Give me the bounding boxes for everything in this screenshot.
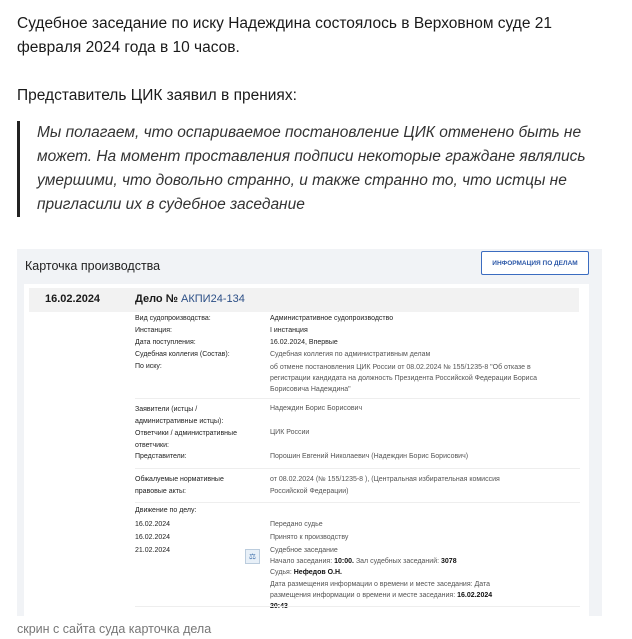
divider: [135, 606, 580, 607]
card-title: Карточка производства: [25, 259, 161, 273]
posted-label: Дата размещения информации о времени и месте заседания: Дата размещения информации о времени и месте заседания:: [270, 581, 491, 599]
field-label: Обжалуемые нормативные правовые акты:: [135, 476, 224, 495]
movement-date: 16.02.2024: [135, 521, 171, 528]
case-panel: [24, 284, 589, 616]
hearing-time: [270, 557, 570, 567]
hearing-posted: [270, 579, 510, 612]
posted-date: 16.02.2024: [457, 592, 493, 599]
case-header: [29, 288, 579, 312]
blockquote: Мы полагаем, что оспариваемое постановление ЦИК отменено быть не может. На момент проставления подписи некоторые граждане являлись умершими, что довольно странно, и также странно то, что истцы не пригласили их в судебное заседание: [17, 121, 617, 217]
intro-paragraph: Судебное заседание по иску Надеждина состоялось в Верховном суде 21 февраля 2024 года в 10 часов.: [17, 15, 552, 56]
movement-date: 16.02.2024: [135, 534, 171, 541]
field-value: I инстанция: [270, 327, 308, 334]
movement-date: 21.02.2024: [135, 547, 171, 554]
field-label: Заявители (истцы / административные истцы):: [135, 406, 224, 425]
case-prefix: Дело №: [135, 293, 178, 305]
field-label: По иску:: [135, 363, 162, 370]
case-title: [135, 293, 245, 305]
field-label: Дата поступления:: [135, 339, 196, 346]
court-card-screenshot: [17, 249, 602, 616]
field-label: Ответчики / административные ответчики:: [135, 430, 237, 449]
field-value: Надеждин Борис Борисович: [270, 405, 363, 412]
divider: [135, 502, 580, 503]
hearing-judge: [270, 568, 570, 578]
start-label: Начало заседания:: [270, 558, 333, 565]
field-value: Административное судопроизводство: [270, 315, 394, 322]
divider: [135, 468, 580, 469]
movement-event: Передано судье: [270, 521, 323, 528]
field-value: Порошин Евгений Николаевич (Надеждин Борис Борисович): [270, 453, 469, 460]
field-label: Инстанция:: [135, 327, 172, 334]
case-date: 16.02.2024: [45, 293, 101, 305]
field-value: 16.02.2024, Впервые: [270, 339, 338, 346]
movement-event: Принято к производству: [270, 534, 349, 541]
field-label: Представители:: [135, 453, 187, 460]
field-value: об отмене постановления ЦИК России от 08.02.2024 № 155/1235-8 "Об отказе в регистрации кандидата на должность Президента Российской Федерации Бориса Борисовича Надеждина": [270, 364, 537, 393]
judge-name: Нефедов О.Н.: [293, 569, 342, 576]
field-value: от 08.02.2024 (№ 155/1235-8 ), (Центральная избирательная комиссия Российской Федерации): [270, 476, 500, 495]
image-caption: скрин с сайта суда карточка дела: [17, 622, 212, 636]
movement-label: Движение по делу:: [135, 507, 197, 514]
case-info-button[interactable]: ИНФОРМАЦИЯ ПО ДЕЛАМ: [481, 251, 589, 275]
field-label: Судебная коллегия (Состав):: [135, 351, 230, 358]
case-number[interactable]: АКПИ24-134: [181, 293, 245, 305]
movement-event: Судебное заседание: [270, 547, 338, 554]
room-number: 3078: [441, 558, 457, 565]
paragraph: Представитель ЦИК заявил в прениях:: [17, 87, 297, 104]
gavel-icon[interactable]: ⚖: [245, 549, 260, 564]
field-value: ЦИК России: [270, 429, 310, 436]
divider: [135, 398, 580, 399]
field-label: Вид судопроизводства:: [135, 315, 211, 322]
room-label: Зал судебных заседаний:: [355, 558, 440, 565]
judge-label: Судья:: [270, 569, 292, 576]
field-value: Судебная коллегия по административным делам: [270, 351, 431, 358]
start-time: 10:00.: [334, 558, 354, 565]
